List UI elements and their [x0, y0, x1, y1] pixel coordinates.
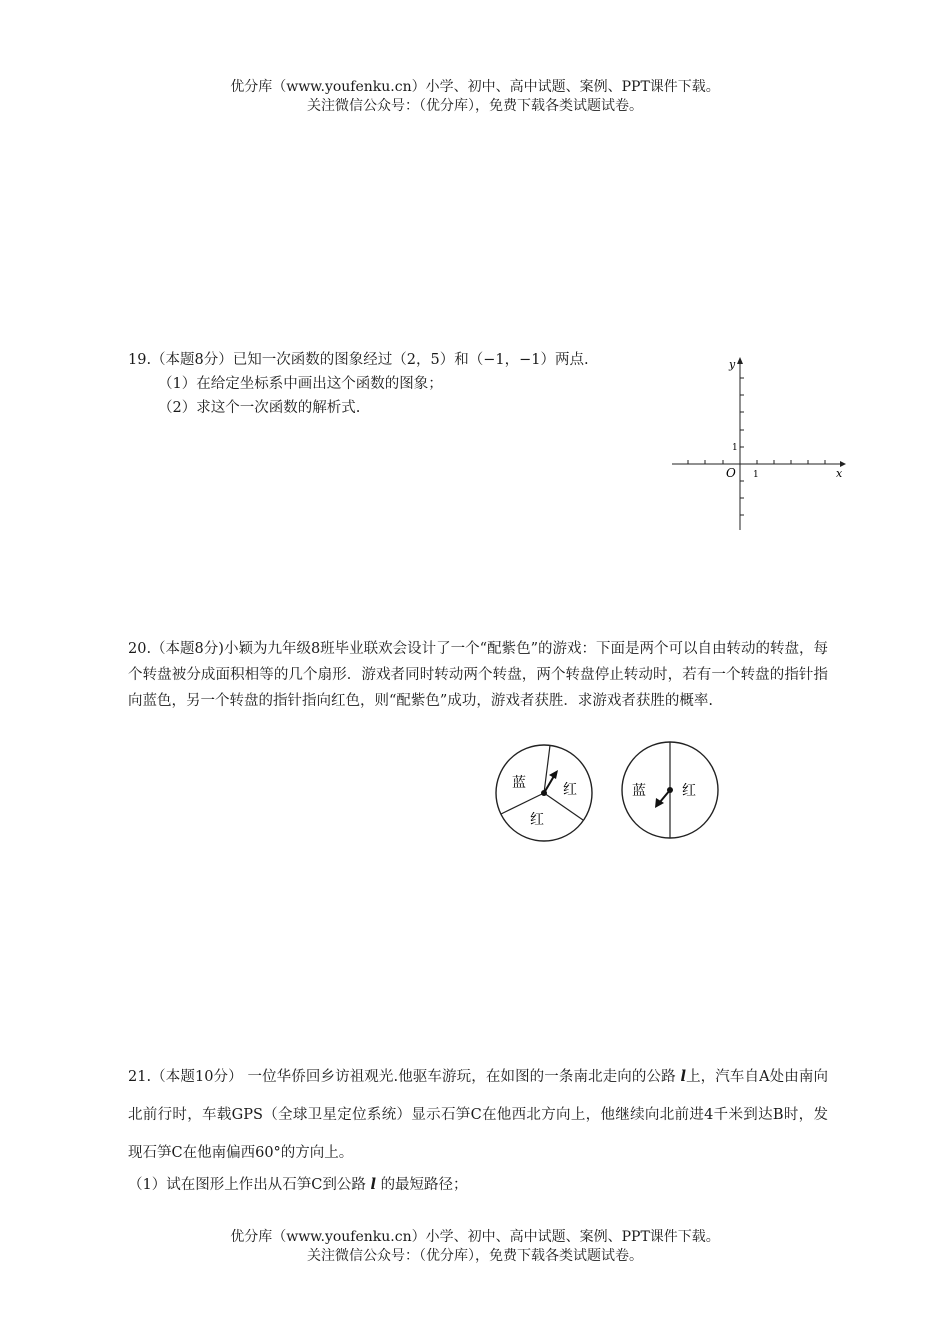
y-axis-arrow: [737, 357, 743, 364]
spinner-left-sector-red-1: 红: [563, 782, 577, 798]
q21-text-start: 21.（本题10分） 一位华侨回乡访祖观光.他驱车游玩，在如图的一条南北走向的公路: [128, 1069, 676, 1085]
coordinate-system: [668, 352, 848, 538]
q19-part-2: （2）求这个一次函数的解析式.: [158, 400, 361, 416]
spinner-right-center: [667, 787, 673, 793]
q20-text: 20.（本题8分)小颖为九年级8班毕业联欢会设计了一个“配紫色”的游戏：下面是两个可以自由转动的转盘，每个转盘被分成面积相等的几个扇形．游戏者同时转动两个转盘，两个转盘停止转动时，若有一个转盘的指针指向蓝色，另一个转盘的指针指向红色，则“配紫色”成功，游戏者获胜．求游戏者获胜的概率.: [128, 641, 828, 709]
footer-line-2: 关注微信公众号：（优分库），免费下载各类试题试卷。: [307, 1248, 643, 1264]
road-symbol: l: [680, 1068, 686, 1085]
q21-text-rest: 上，汽车自A处由南向北前行时，车载GPS（全球卫星定位系统）显示石笋C在他西北方向上，他继续向北前进4千米到达B时，发现石笋C在他南偏西60°的方向上。: [128, 1069, 828, 1161]
header-line-1: 优分库（www.youfenku.cn）小学、初中、高中试题、案例、PPT课件下载。: [230, 79, 720, 95]
q19-part-1: （1）在给定坐标系中画出这个函数的图象；: [158, 376, 443, 392]
q19-stem: 19.（本题8分）已知一次函数的图象经过（2，5）和（−1，−1）两点.: [128, 352, 589, 368]
y-ticks: [740, 378, 744, 515]
spinner-left-sector-red-2: 红: [530, 812, 544, 828]
spinner-left-center: [541, 790, 547, 796]
question-20: [128, 636, 828, 714]
x-ticks: [688, 460, 825, 464]
q21-part-1-end: 的最短路径；: [380, 1177, 468, 1193]
header-line-2: 关注微信公众号：（优分库），免费下载各类试题试卷。: [307, 98, 643, 114]
x-unit-label: 1: [753, 470, 759, 480]
q21-part-1-start: （1）试在图形上作出从石笋C到公路: [128, 1177, 366, 1193]
y-axis-label: y: [729, 358, 736, 371]
y-unit-label: 1: [732, 443, 738, 453]
origin-label: O: [726, 466, 736, 480]
x-axis-label: x: [836, 467, 843, 480]
spinner-right-sector-red: 红: [682, 783, 696, 799]
footer-line-1: 优分库（www.youfenku.cn）小学、初中、高中试题、案例、PPT课件下载。: [230, 1229, 720, 1245]
spinner-left-sector-blue: 蓝: [512, 775, 526, 791]
question-21: [128, 1058, 828, 1198]
road-symbol-2: l: [370, 1176, 376, 1193]
q21-text: [128, 1058, 828, 1172]
question-19: [128, 348, 668, 420]
page-footer: [0, 1228, 950, 1266]
spinner-left: [492, 744, 596, 848]
spinner-right-sector-blue: 蓝: [632, 783, 646, 799]
q21-part-1: [128, 1172, 828, 1198]
page-header: [0, 78, 950, 116]
spinner-right: [618, 740, 722, 844]
